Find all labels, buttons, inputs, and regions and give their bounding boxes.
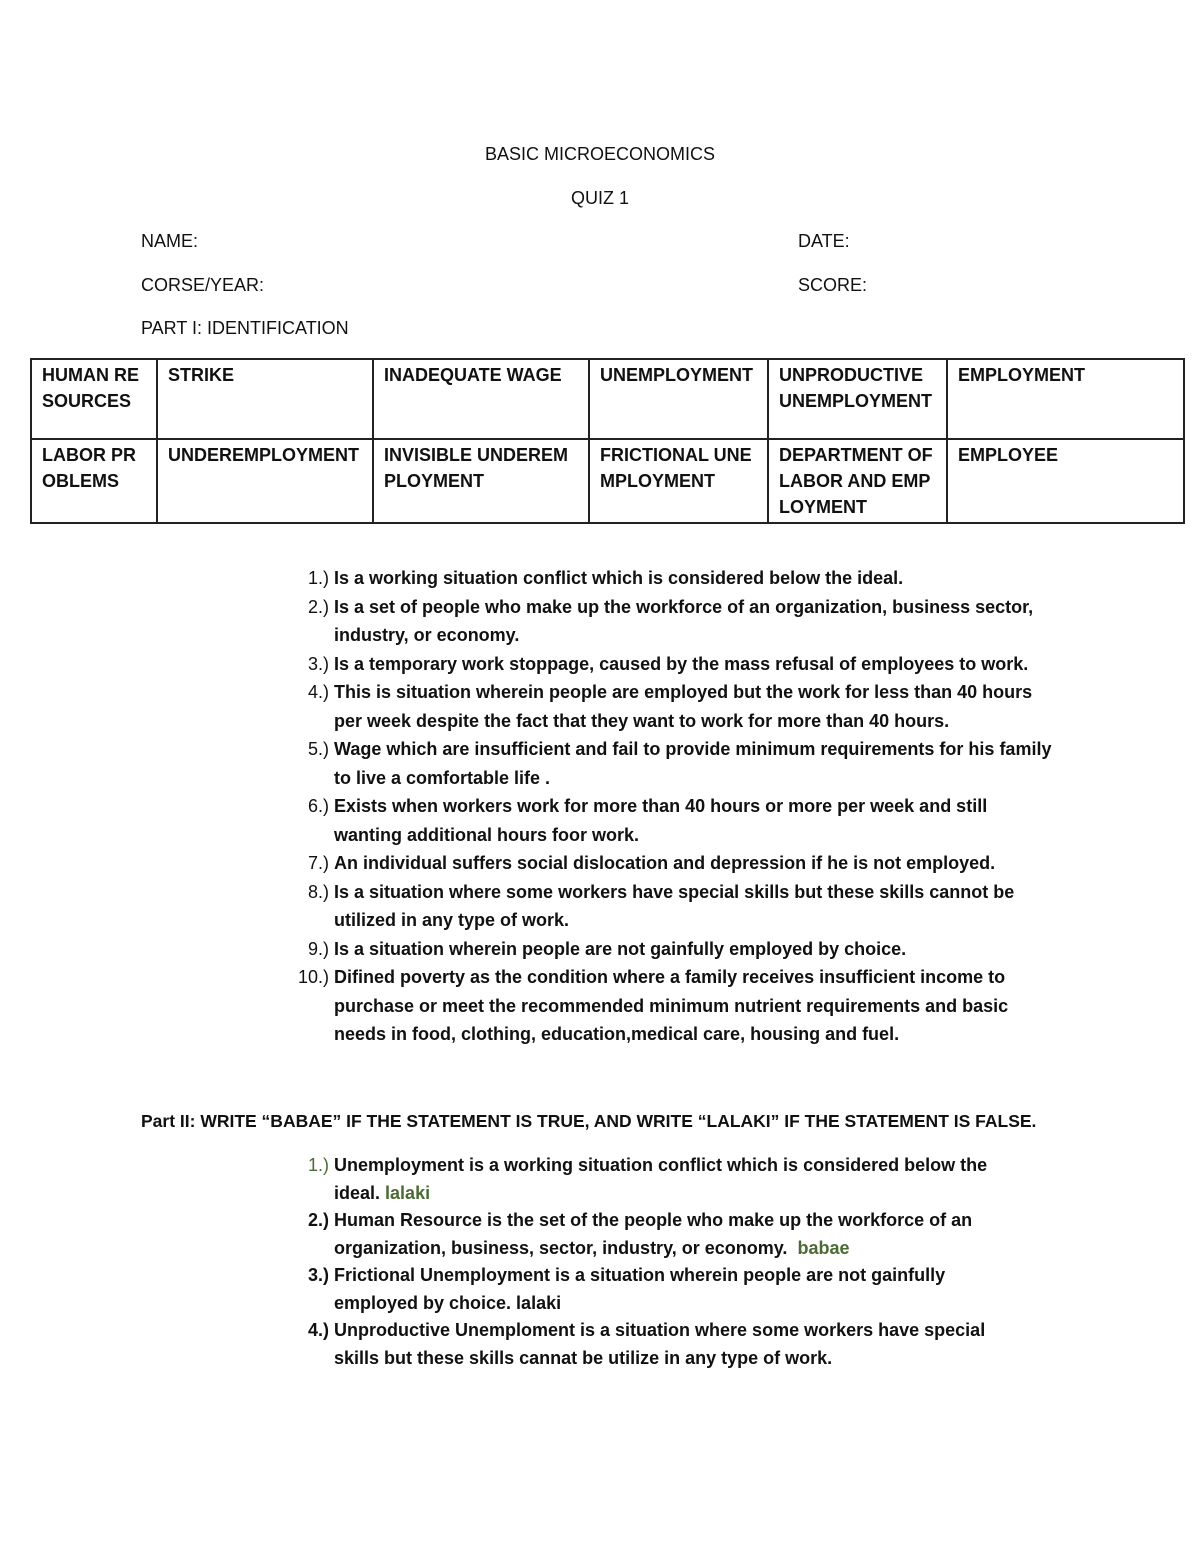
word-bank-cell: HUMAN RESOURCES [31,359,157,439]
word-bank-cell: INVISIBLE UNDEREMPLOYMENT [373,439,589,523]
item-text: Is a working situation conflict which is considered below the ideal. [334,568,904,588]
list-item [299,792,1059,849]
item-text: Exists when workers work for more than 40 hours or more per week and still wanting additional hours foor work. [334,796,988,845]
item-text: Difined poverty as the condition where a family receives insufficient income to purchase or meet the recommended minimum nutrient requirements and basic needs in food, clothing, education,medical care, housing and fuel. [334,967,1009,1044]
word-bank-cell: DEPARTMENT OF LABOR AND EMPLOYMENT [768,439,947,523]
list-item [299,935,1059,964]
item-number: 6.) [307,796,329,816]
item-text: Is a set of people who make up the workforce of an organization, business sector, industry, or economy. [334,596,1034,645]
item-number: 9.) [307,938,329,959]
quiz-subtitle: QUIZ 1 [570,188,629,208]
name-label: NAME: [141,231,199,251]
date-label: DATE: [798,231,850,251]
item-answer: babae [797,1237,850,1258]
list-item [299,1317,1024,1372]
word-bank-cell: INADEQUATE WAGE [373,359,589,439]
word-bank-table [30,358,1185,524]
word-bank-cell: UNEMPLOYMENT [589,359,768,439]
item-number: 5.) [307,739,329,759]
item-answer: lalaki [385,1182,431,1203]
part2-title: Part II: WRITE “BABAE” IF THE STATEMENT IS TRUE, AND WRITE “LALAKI” IF THE STATEMENT IS FALSE. [141,1111,1037,1131]
list-item [299,678,1059,735]
part2-question-list [299,1152,1024,1372]
item-number: 1.) [307,1155,329,1175]
item-text: Unproductive Unemploment is a situation where some workers have special skills but these skills cannat be utilize in any type of work. [334,1320,986,1368]
item-text: An individual suffers social dislocation and depression if he is not employed. [334,853,996,873]
item-number: 2.) [307,596,329,617]
item-number: 3.) [307,653,329,674]
list-item [299,564,1059,593]
list-item [299,593,1059,650]
item-text: Unemployment is a working situation conflict which is considered below the ideal. [334,1155,988,1203]
list-item [299,735,1059,792]
list-item [299,849,1059,878]
word-bank-cell: EMPLOYEE [947,439,1184,523]
item-text: This is situation wherein people are employed but the work for less than 40 hours per week despite the fact that they want to work for more than 40 hours. [334,682,1033,731]
course-year-label: CORSE/YEAR: [141,275,265,295]
item-number: 3.) [307,1265,329,1285]
part1-title: PART I: IDENTIFICATION [141,318,349,338]
item-number: 4.) [307,1320,329,1340]
word-bank-cell: EMPLOYMENT [947,359,1184,439]
word-bank-cell: LABOR PROBLEMS [31,439,157,523]
list-item [299,963,1059,1049]
list-item [299,1152,1024,1207]
score-label: SCORE: [798,275,868,295]
word-bank-cell: STRIKE [157,359,373,439]
item-text: Is a temporary work stoppage, caused by the mass refusal of employees to work. [334,653,1029,674]
word-bank-cell: UNPRODUCTIVE UNEMPLOYMENT [768,359,947,439]
item-text: Frictional Unemployment is a situation wherein people are not gainfully employed by choice. lalaki [334,1265,946,1313]
item-number: 4.) [307,682,329,702]
item-number: 10.) [297,967,329,987]
word-bank-cell: FRICTIONAL UNEMPLOYMENT [589,439,768,523]
list-item [299,1207,1024,1262]
item-text: Is a situation where some workers have special skills but these skills cannot be utilized in any type of work. [334,881,1015,930]
word-bank-row [31,439,1184,523]
list-item [299,878,1059,935]
item-text: Human Resource is the set of the people who make up the workforce of an organization, business, sector, industry, or economy. [334,1210,973,1258]
item-number: 1.) [307,568,329,588]
item-text: Wage which are insufficient and fail to provide minimum requirements for his family to live a comfortable life . [334,739,1052,788]
item-number: 2.) [307,1210,329,1230]
list-item [299,1262,1024,1317]
word-bank-row [31,359,1184,439]
part1-question-list [299,564,1059,1049]
quiz-title: BASIC MICROECONOMICS [484,144,716,164]
item-number: 7.) [307,853,329,873]
item-number: 8.) [307,881,329,902]
word-bank-cell: UNDEREMPLOYMENT [157,439,373,523]
item-text: Is a situation wherein people are not gainfully employed by choice. [334,938,907,959]
list-item [299,650,1059,679]
